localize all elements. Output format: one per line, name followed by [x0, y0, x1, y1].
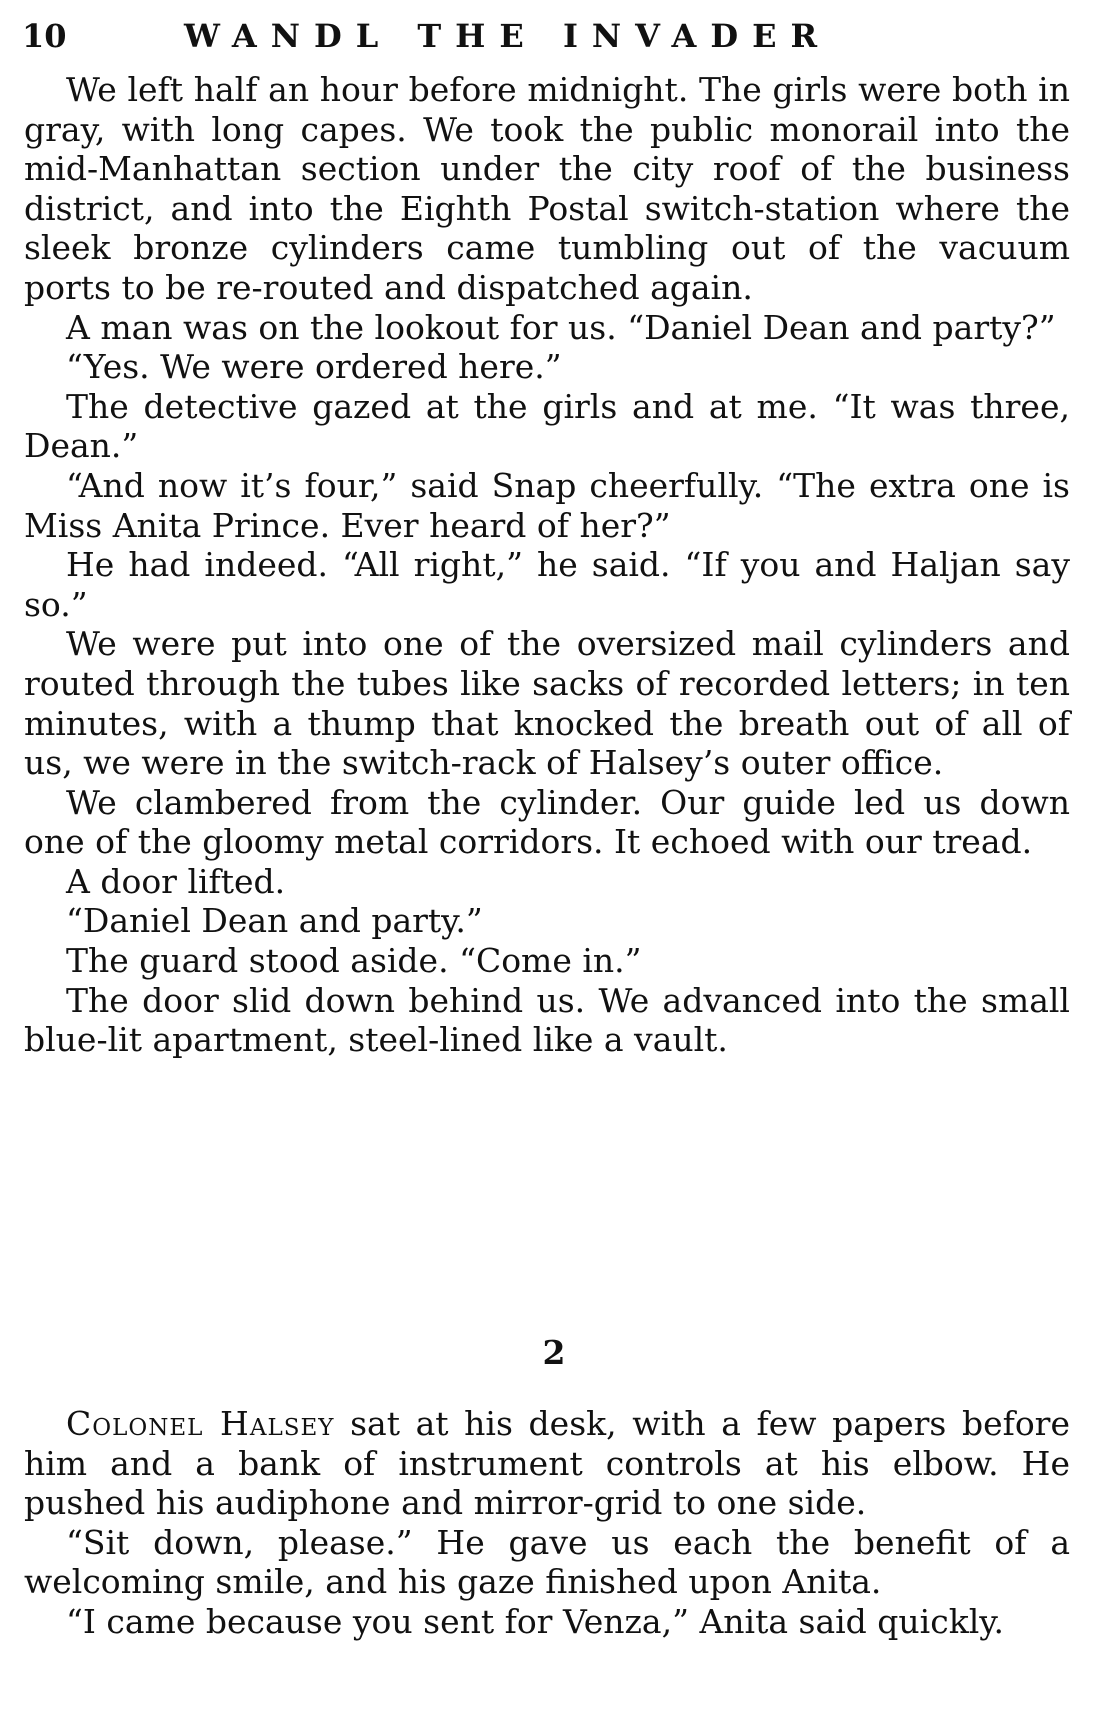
running-head	[22, 14, 1082, 58]
paragraph: The door slid down behind us. We advanced into the small blue-lit apartment, steel-lined like a vault.	[24, 980, 1070, 1060]
opening-small-caps: Colonel Halsey	[66, 1404, 335, 1443]
opening-text: sat at his desk, with a few papers before him and a bank of instrument controls at his elbow. He pushed his audiphone and mirror-grid to one side.	[24, 1404, 1070, 1523]
paragraph: “I came because you sent for Venza,” Anita said quickly.	[66, 1601, 1005, 1641]
text-section-2	[24, 1404, 1070, 1642]
paragraph: The detective gazed at the girls and at me. “It was three, Dean.”	[24, 386, 1070, 466]
paragraph: “Sit down, please.” He gave us each the benefit of a welcoming smile, and his gaze finished upon Anita.	[24, 1522, 1070, 1602]
chapter-number: 2	[542, 1333, 566, 1372]
paragraph	[24, 1404, 1070, 1523]
paragraph: We were put into one of the oversized mail cylinders and routed through the tubes like sacks of recorded letters; in ten minutes, with a thump that knocked the breath out of all of us, we were in the switch-rack of Halsey’s outer office.	[24, 624, 1070, 783]
paragraph: “And now it’s four,” said Snap cheerfully. “The extra one is Miss Anita Prince. Ever heard of her?”	[24, 465, 1070, 545]
paragraph: “Daniel Dean and party.”	[66, 901, 483, 941]
paragraph: He had indeed. “All right,” he said. “If you and Haljan say so.”	[24, 545, 1070, 624]
paragraph: A door lifted.	[66, 861, 286, 901]
paragraph: We left half an hour before midnight. The girls were both in gray, with long capes. We took the public monorail into the mid-Manhattan section under the city roof of the business district, and into the Eighth Postal switch-station where the sleek bronze cylinders came tumbling out of the vacuum ports to be re-routed and dispatched again.	[24, 70, 1070, 307]
book-title: WANDL THE INVADER	[184, 17, 832, 55]
paragraph: The guard stood aside. “Come in.”	[66, 941, 642, 981]
paragraph: We clambered from the cylinder. Our guide led us down one of the gloomy metal corridors. It echoed with our tread.	[24, 782, 1070, 862]
page-number: 10	[22, 17, 67, 55]
paragraph: “Yes. We were ordered here.”	[66, 347, 562, 387]
paragraph: A man was on the lookout for us. “Daniel Dean and party?”	[66, 307, 1056, 347]
text-section-1	[24, 70, 1070, 1060]
